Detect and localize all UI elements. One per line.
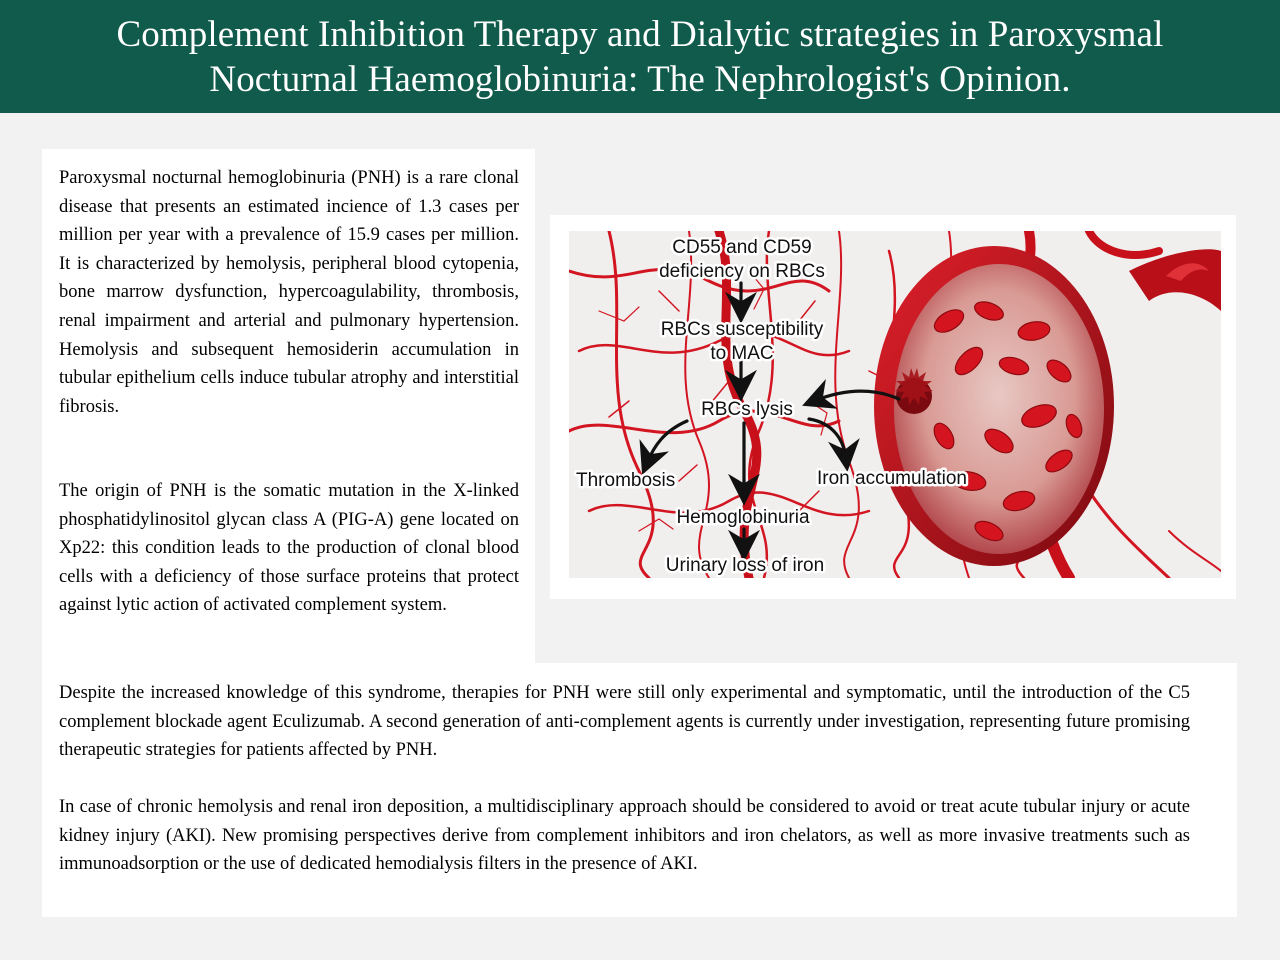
figure-illustration (569, 231, 1221, 578)
label-rbc-lysis: RBCs lysis (701, 399, 793, 420)
paragraph-therapy: Despite the increased knowledge of this syndrome, therapies for PNH were still only experimental and symptomatic, until the introduction of the C5 complement blockade agent Eculizumab. A second generation of anti-complement agents is currently under investigation, representing future promising therapeutic strategies for patients affected by PNH. (59, 683, 1190, 761)
label-thrombosis: Thrombosis (576, 470, 676, 491)
label-urinary-loss: Urinary loss of iron (665, 555, 825, 576)
label-cd55-line2: deficiency on RBCs (659, 261, 825, 282)
title-line-2: Nocturnal Haemoglobinuria: The Nephrologist's Opinion. (209, 58, 1071, 100)
label-susceptibility-line1: RBCs susceptibility (660, 319, 824, 340)
paragraph-origin: The origin of PNH is the somatic mutation in the X-linked phosphatidylinositol glycan class A (PIG-A) gene located on Xp22: this condition leads to the production of clonal blood cells with a deficiency of those surface proteins that protect against lytic action of activated complement system. (59, 481, 519, 616)
title-banner (0, 0, 1280, 113)
paragraph-intro: Paroxysmal nocturnal hemoglobinuria (PNH) is a rare clonal disease that presents an estimated incience of 1.3 cases per million per year with a prevalence of 15.9 cases per million. It is characterized by hemolysis, peripheral blood cytopenia, bone marrow dysfunction, hypercoagulability, thrombosis, renal impairment and arterial and pulmonary hypertension. Hemolysis and subsequent hemosiderin accumulation in tubular epithelium cells induce tubular atrophy and interstitial fibrosis. (59, 168, 519, 417)
pnh-pathophysiology-figure (569, 231, 1221, 578)
label-cd55-line1: CD55 and CD59 (672, 237, 812, 258)
paragraph-approach: In case of chronic hemolysis and renal iron deposition, a multidisciplinary approach should be considered to avoid or treat acute tubular injury or acute kidney injury (AKI). New promising perspectives derive from complement inhibitors and iron chelators, as well as more invasive treatments such as immunoadsorption or the use of dedicated hemodialysis filters in the presence of AKI. (59, 797, 1190, 875)
label-iron-accumulation: Iron accumulation (817, 468, 967, 489)
label-susceptibility-line2: to MAC (710, 343, 774, 364)
title-line-1: Complement Inhibition Therapy and Dialytic strategies in Paroxysmal (116, 13, 1164, 55)
label-hemoglobinuria: Hemoglobinuria (676, 507, 810, 528)
